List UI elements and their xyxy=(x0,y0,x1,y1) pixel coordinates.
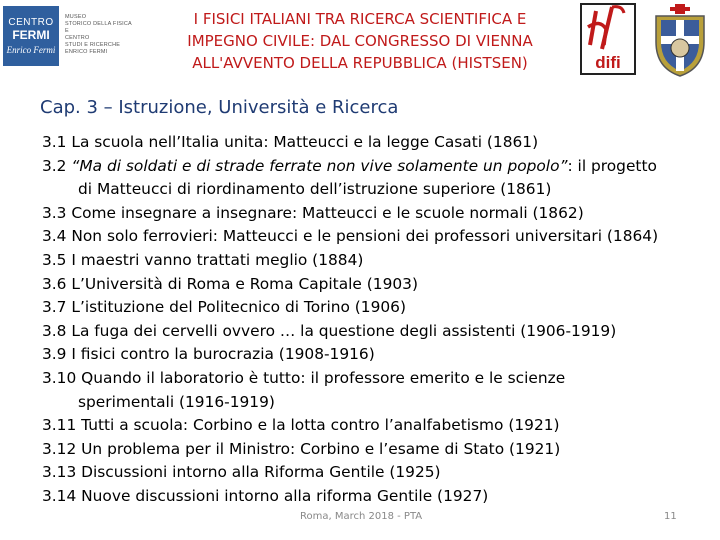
centro-fermi-logo xyxy=(3,6,135,72)
toc-item-continuation: di Matteucci di riordinamento dell’istruzione superiore (1861) xyxy=(78,180,552,199)
difi-logo-graphic xyxy=(582,5,634,73)
logo-text-line: MUSEO xyxy=(65,14,87,20)
title-line-3: ALL'AVVENTO DELLA REPUBBLICA (HISTSEN) xyxy=(192,54,528,72)
logo-text-line: ENRICO FERMI xyxy=(65,49,108,55)
title-line-2: IMPEGNO CIVILE: DAL CONGRESSO DI VIENNA xyxy=(187,32,533,50)
toc-item: 3.5 I maestri vanno trattati meglio (1884) xyxy=(42,250,364,269)
logo-text-line: STORICO DELLA FISICA xyxy=(65,21,132,27)
toc-item: 3.12 Un problema per il Ministro: Corbino e l’esame di Stato (1921) xyxy=(42,439,561,458)
toc-item: 3.6 L’Università di Roma e Roma Capitale (1903) xyxy=(42,274,418,293)
toc-item-prefix: 3.2 xyxy=(42,156,72,175)
toc-item: 3.10 Quando il laboratorio è tutto: il professore emerito e le scienze xyxy=(42,368,566,387)
logo-text-line: CENTRO xyxy=(65,35,90,41)
university-shield-icon xyxy=(650,2,710,78)
centro-fermi-text xyxy=(65,14,132,56)
toc-item: 3.7 L’istituzione del Politecnico di Torino (1906) xyxy=(42,298,406,317)
slide-title xyxy=(150,8,570,74)
logo-text-line: STUDI E RICERCHE xyxy=(65,42,121,48)
toc-item-quote: “Ma di soldati e di strade ferrate non vive solamente un popolo” xyxy=(71,156,568,175)
toc-item: 3.1 La scuola nell’Italia unita: Matteucci e la legge Casati (1861) xyxy=(42,133,539,151)
title-line-1: I FISICI ITALIANI TRA RICERCA SCIENTIFICA E xyxy=(193,10,527,28)
centro-fermi-badge xyxy=(3,6,59,66)
toc-item xyxy=(42,155,712,179)
badge-line-1: CENTRO xyxy=(8,16,54,28)
toc-item-continuation: sperimentali (1916-1919) xyxy=(78,392,275,411)
toc-item: 3.3 Come insegnare a insegnare: Matteucci e le scuole normali (1862) xyxy=(42,203,584,222)
difi-logo-text: difi xyxy=(595,53,621,72)
chapter-toc-list xyxy=(42,131,712,509)
chapter-heading: Cap. 3 – Istruzione, Università e Ricerca xyxy=(40,97,399,118)
footer-text: Roma, March 2018 - PTA xyxy=(300,511,423,522)
toc-item-rest: : il progetto xyxy=(567,156,657,175)
toc-item: 3.9 I fisici contro la burocrazia (1908-1916) xyxy=(42,345,375,364)
difi-logo xyxy=(580,3,636,75)
badge-signature: Enrico Fermi xyxy=(6,44,56,55)
badge-line-2: FERMI xyxy=(12,27,50,42)
toc-item: 3.4 Non solo ferrovieri: Matteucci e le pensioni dei professori universitari (1864) xyxy=(42,227,659,246)
toc-item: 3.14 Nuove discussioni intorno alla riforma Gentile (1927) xyxy=(42,486,489,505)
logo-text-line: E xyxy=(65,28,69,34)
toc-item: 3.11 Tutti a scuola: Corbino e la lotta contro l’analfabetismo (1921) xyxy=(42,416,560,435)
toc-item: 3.13 Discussioni intorno alla Riforma Gentile (1925) xyxy=(42,463,441,482)
page-number: 11 xyxy=(664,511,677,522)
toc-item: 3.8 La fuga dei cervelli ovvero … la questione degli assistenti (1906-1919) xyxy=(42,321,617,340)
